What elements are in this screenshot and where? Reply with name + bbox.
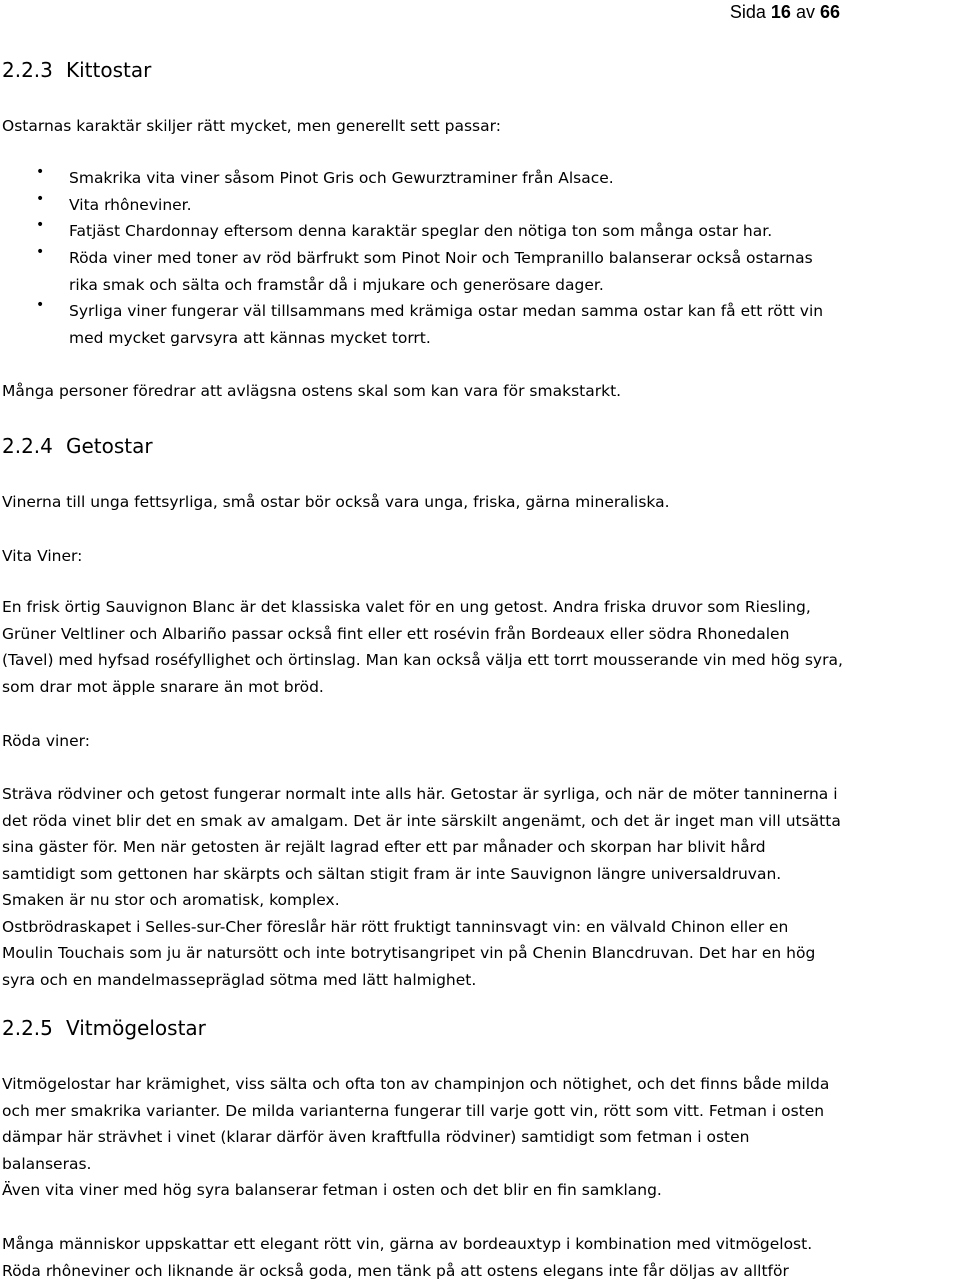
white-wine-paragraph: En frisk örtig Sauvignon Blanc är det klassiska valet för en ung getost. Andra friska druvor som Riesling, Grüner Veltliner och Albariño passar också fint eller ett rosévin från Bordeaux eller södra Rhonedalen (Tavel) med hyfsad roséfyllighet och örtinslag. Man kan också välja ett torrt mousserande vin med hög syra, som drar mot äpple snarare än mot bröd. (2, 598, 843, 696)
page-separator: av (795, 2, 815, 22)
section-title: Vitmögelostar (66, 1016, 206, 1040)
section-heading-getostar (2, 434, 153, 458)
section-number: 2.2.5 (2, 1016, 53, 1040)
page-current: 16 (770, 2, 791, 22)
page-number (730, 2, 840, 23)
section-title: Kittostar (66, 58, 152, 82)
list-item-text: Fatjäst Chardonnay eftersom denna karaktär speglar den nötiga ton som många ostar har. (69, 222, 773, 240)
red-wine-label: Röda viner: (2, 732, 90, 750)
section-heading-kittostar (2, 58, 151, 82)
section-number: 2.2.4 (2, 434, 53, 458)
bullet-icon: • (36, 217, 45, 233)
list-item-text: Röda viner med toner av röd bärfrukt som Pinot Noir och Tempranillo balanserar också ostarnas rika smak och sälta och framstår då i mjukare och generösare dager. (69, 249, 813, 294)
section-intro: Vinerna till unga fettsyrliga, små ostar bör också vara unga, friska, gärna mineraliska. (2, 493, 670, 511)
section-number: 2.2.3 (2, 58, 53, 82)
bullet-icon: • (36, 244, 45, 260)
white-wine-label: Vita Viner: (2, 547, 83, 565)
section-heading-vitmogelostar (2, 1016, 206, 1040)
list-item-text: Vita rhôneviner. (69, 196, 192, 214)
list-item-text: Smakrika vita viner såsom Pinot Gris och Gewurztraminer från Alsace. (69, 169, 614, 187)
page-prefix: Sida (729, 2, 766, 22)
list-item-text: Syrliga viner fungerar väl tillsammans med krämiga ostar medan samma ostar kan få ett rött vin med mycket garvsyra att kännas mycket torrt. (69, 302, 824, 347)
page-total: 66 (819, 2, 840, 22)
bullet-icon: • (36, 297, 45, 313)
section-title: Getostar (66, 434, 153, 458)
red-wine-paragraph: Sträva rödviner och getost fungerar normalt inte alls här. Getostar är syrliga, och när de möter tanninerna i det röda vinet blir det en smak av amalgam. Det är inte särskilt angenämt, och det är inget man vill utsätta sina gäster för. Men när getosten är rejält lagrad efter ett par månader och skorpan har blivit hård samtidigt som gettonen har skärpts och sältan stigit fram är inte Sauvignon längre universaldruvan. Smaken är nu stor och aromatisk, komplex. Ostbrödraskapet i Selles-sur-Cher föreslår här rött fruktigt tanninsvagt vin: en välvald Chinon eller en Moulin Touchais som ju är natursött och inte botrytisangripet vin på Chenin Blancdruvan. Det har en hög syra och en mandelmassepräglad sötma med lätt halmighet. (2, 785, 841, 989)
bullet-icon: • (36, 191, 45, 207)
body-paragraph: Många människor uppskattar ett elegant rött vin, gärna av bordeauxtyp i kombination med vitmögelost. Röda rhôneviner och liknande är också goda, men tänk på att ostens elegans inte får döljas av alltför (2, 1235, 813, 1280)
body-paragraph: Vitmögelostar har krämighet, viss sälta och ofta ton av champinjon och nötighet, och det finns både milda och mer smakrika varianter. De milda varianterna fungerar till varje gott vin, rött som vitt. Fetman i osten dämpar här strävhet i vinet (klarar därför även kraftfulla rödviner) samtidigt som fetman i osten balanseras. Även vita viner med hög syra balanserar fetman i osten och det blir en fin samklang. (2, 1075, 830, 1199)
section-intro: Ostarnas karaktär skiljer rätt mycket, men generellt sett passar: (2, 117, 501, 135)
bullet-icon: • (36, 164, 45, 180)
section-closing: Många personer föredrar att avlägsna ostens skal som kan vara för smakstarkt. (2, 382, 622, 400)
